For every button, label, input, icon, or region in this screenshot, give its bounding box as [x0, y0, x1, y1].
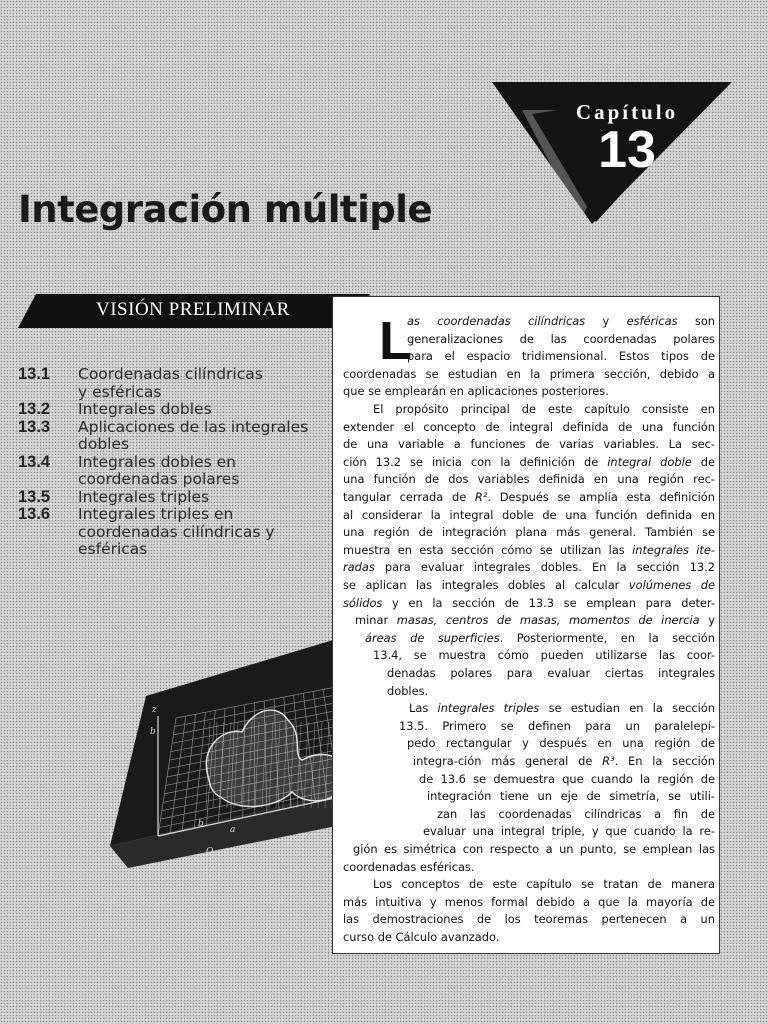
- contents-label: Integrales triples en coordenadas cilíndricas y esféricas: [78, 505, 275, 558]
- body-line: de una variable a funciones de varias variables. La sec-: [343, 437, 715, 452]
- chapter-badge: [492, 82, 732, 227]
- body-line: integración tiene un eje de simetría, se utili-: [427, 789, 715, 804]
- body-line: dobles.: [387, 683, 429, 698]
- chapter-number: 13: [598, 121, 656, 179]
- body-line: minar masas, centros de masas, momentos de inercia y: [355, 613, 716, 628]
- contents-label: Aplicaciones de las integrales dobles: [78, 417, 309, 453]
- chapter-word: Capítulo: [575, 100, 679, 124]
- body-line: integra-ción más general de R³. En la sección: [413, 754, 715, 768]
- body-line: 13.5. Primero se definen para un paralelepí-: [399, 718, 715, 733]
- body-line: zan las coordenadas cilíndricas a fin de: [437, 806, 715, 821]
- axis-label: b: [150, 727, 156, 737]
- body-line: radas para evaluar integrales dobles. En la sección 13.2: [343, 560, 715, 575]
- contents-number: 13.4: [18, 452, 51, 471]
- contents-item: [18, 401, 328, 419]
- body-line: al considerar la integral doble de una función definida en: [343, 507, 715, 522]
- contents-number: 13.1: [18, 365, 51, 383]
- contents-item: [18, 366, 328, 401]
- contents-label: Integrales triples: [78, 487, 210, 506]
- body-line: áreas de superficies. Posteriormente, en la sección: [365, 630, 715, 645]
- body-line: pedo rectangular y después en una región de: [407, 736, 715, 751]
- body-line: las demostraciones de los teoremas pertenecen a un: [343, 912, 715, 927]
- body-line: gión es simétrica con respecto a un punto, se emplean las: [353, 842, 715, 856]
- preview-heading: VISIÓN PRELIMINAR: [96, 299, 290, 320]
- contents-item: [18, 489, 328, 507]
- contents-label: Integrales dobles en coordenadas polares: [78, 452, 240, 488]
- body-line: que se emplearán en aplicaciones posteriores.: [343, 384, 609, 399]
- body-line: sólidos y en la sección de 13.3 se emplean para deter-: [343, 595, 715, 610]
- contents-number: 13.5: [18, 487, 51, 506]
- contents-item: [18, 506, 328, 559]
- contents-number: 13.6: [18, 505, 51, 523]
- body-line: as coordenadas cilíndricas y esféricas son: [407, 314, 716, 328]
- text-panel: [332, 296, 720, 954]
- body-line: denadas polares para evaluar ciertas integrales: [387, 666, 715, 680]
- preview-banner: [18, 294, 370, 328]
- body-line: coordenadas esféricas.: [343, 859, 475, 874]
- body-line: evaluar una integral triple, y que cuando la re-: [423, 824, 715, 839]
- body-line: de 13.6 se demuestra que cuando la región de: [419, 771, 715, 786]
- contents-item: [18, 454, 328, 489]
- body-line: curso de Cálculo avanzado.: [343, 930, 500, 944]
- body-line: Las integrales triples se estudian en la sección: [409, 701, 715, 716]
- contents-list: [18, 366, 328, 559]
- body-line: generalizaciones de las coordenadas polares: [407, 331, 715, 346]
- body-line: se aplican las integrales dobles al calcular volúmenes de: [343, 578, 715, 592]
- body-line: tangular cerrada de R². Después se amplía esta definición: [343, 490, 715, 504]
- drop-cap: L: [379, 311, 412, 371]
- body-line: una región de integración plana más general. También se: [343, 525, 715, 540]
- body-line: una función de dos variables definida en una región rec-: [343, 472, 715, 487]
- body-line: El propósito principal de este capítulo consiste en: [373, 402, 715, 416]
- contents-label: Coordenadas cilíndricas y esféricas: [78, 365, 263, 401]
- body-line: ción 13.2 se inicia con la definición de integral doble de: [343, 454, 715, 469]
- chapter-title: Integración múltiple: [18, 188, 433, 231]
- contents-item: [18, 419, 328, 454]
- contents-number: 13.2: [18, 400, 51, 418]
- body-line: más intuitiva y menos formal debido a que la mayoría de: [343, 894, 715, 909]
- body-line: Los conceptos de este capítulo se tratan de manera: [373, 877, 715, 892]
- axis-label: a: [230, 825, 236, 835]
- contents-label: Integrales dobles: [78, 400, 212, 418]
- axis-label: z: [152, 705, 157, 715]
- body-line: extender el concepto de integral definida de una función: [343, 419, 715, 434]
- axis-label: O: [206, 847, 214, 857]
- body-line: 13.4, se muestra cómo pueden utilizarse las coor-: [373, 648, 715, 663]
- contents-number: 13.3: [18, 417, 51, 436]
- body-line: para el espacio tridimensional. Estos tipos de: [407, 349, 715, 364]
- axis-label: b: [198, 819, 204, 829]
- body-line: muestra en esta sección cómo se utilizan las integrales ite-: [343, 542, 715, 557]
- body-line: coordenadas se estudian en la primera sección, debido a: [343, 366, 715, 381]
